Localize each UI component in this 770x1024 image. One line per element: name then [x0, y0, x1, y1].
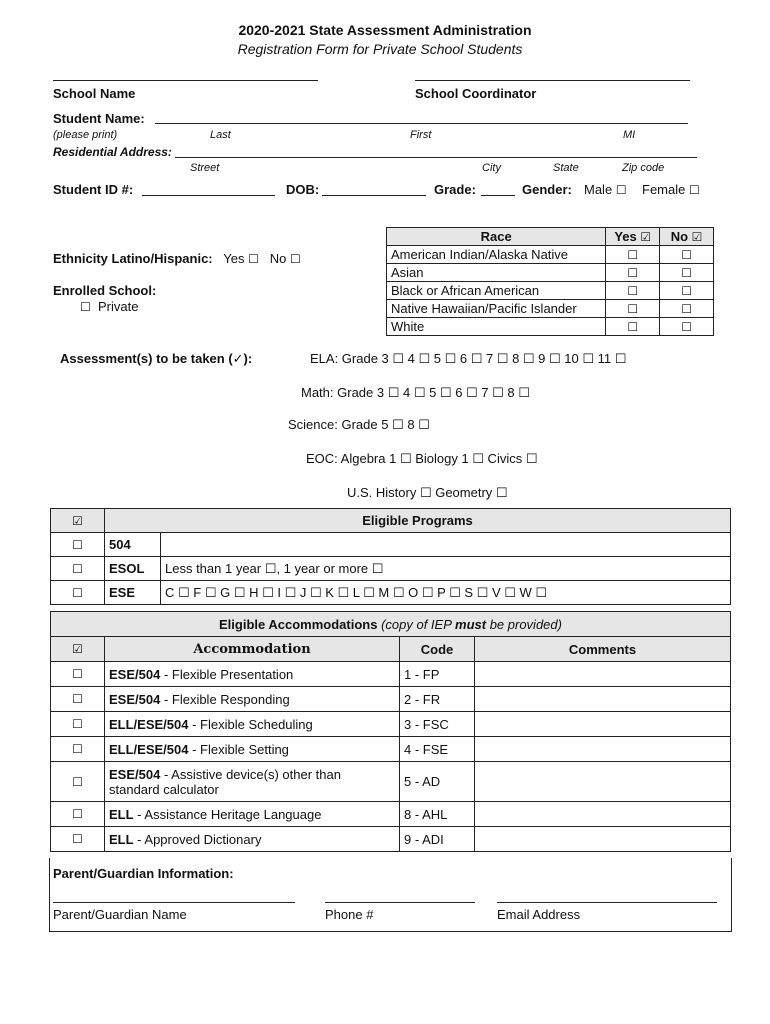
race-yes-checkbox[interactable]: ☐	[606, 264, 660, 282]
race-no-checkbox[interactable]: ☐	[660, 318, 714, 336]
enrolled-private-option[interactable]	[80, 299, 138, 314]
programs-check-header: ☑	[51, 509, 105, 533]
gender-label: Gender:	[522, 182, 572, 197]
accommodation-checkbox[interactable]: ☐	[51, 662, 105, 687]
school-coordinator-line[interactable]	[415, 80, 690, 81]
female-checkbox[interactable]: ☐	[688, 183, 700, 197]
race-no-checkbox[interactable]: ☐	[660, 246, 714, 264]
guardian-title: Parent/Guardian Information:	[53, 866, 234, 881]
dob-line[interactable]	[322, 195, 426, 196]
ethnicity-yes-label: Yes	[223, 251, 245, 266]
school-name-label: School Name	[53, 86, 136, 101]
program-checkbox[interactable]: ☐	[51, 533, 105, 557]
program-row	[51, 533, 731, 557]
comments-cell[interactable]	[475, 827, 731, 852]
city-label: City	[482, 162, 501, 174]
form-subtitle: Registration Form for Private School Students	[237, 41, 523, 57]
address-line[interactable]	[175, 157, 697, 158]
race-yes-checkbox[interactable]: ☐	[606, 300, 660, 318]
private-checkbox[interactable]: ☐	[80, 300, 91, 314]
accommodation-checkbox[interactable]: ☐	[51, 827, 105, 852]
race-row: American Indian/Alaska Native ☐ ☐	[387, 246, 714, 264]
dob-label: DOB:	[286, 182, 320, 197]
last-label: Last	[210, 129, 231, 141]
accommodation-row: ☐ ELL/ESE/504 - Flexible Setting 4 - FSE	[51, 737, 731, 762]
program-name: ESE	[105, 581, 161, 605]
eoc-options-2[interactable]: U.S. History ☐ Geometry ☐	[347, 485, 508, 500]
accommodation-row: ☐ ESE/504 - Flexible Presentation 1 - FP	[51, 662, 731, 687]
race-no-checkbox[interactable]: ☐	[660, 282, 714, 300]
residential-address-label: Residential Address:	[53, 145, 172, 159]
guardian-phone-label: Phone #	[325, 907, 374, 922]
student-name-line[interactable]	[155, 123, 688, 124]
eoc-options[interactable]: EOC: Algebra 1 ☐ Biology 1 ☐ Civics ☐	[306, 451, 538, 466]
race-header: Race	[387, 228, 606, 246]
accommodation-row: ☐ ELL/ESE/504 - Flexible Scheduling 3 - FSC	[51, 712, 731, 737]
guardian-name-line[interactable]	[53, 902, 295, 903]
zip-label: Zip code	[622, 162, 665, 174]
accommodation-checkbox[interactable]: ☐	[51, 762, 105, 802]
science-grades[interactable]: Science: Grade 5 ☐ 8 ☐	[288, 417, 430, 432]
accommodations-table	[50, 611, 731, 852]
comments-cell[interactable]	[475, 662, 731, 687]
grade-label: Grade:	[434, 182, 476, 197]
comments-cell[interactable]	[475, 762, 731, 802]
grade-line[interactable]	[481, 195, 515, 196]
accommodation-col-header: Accommodation	[105, 637, 400, 662]
first-label: First	[410, 129, 432, 141]
program-checkbox[interactable]: ☐	[51, 557, 105, 581]
accommodation-checkbox[interactable]: ☐	[51, 802, 105, 827]
race-table	[386, 227, 714, 336]
male-label: Male	[584, 182, 613, 197]
guardian-email-label: Email Address	[497, 907, 581, 922]
race-yes-header: Yes ☑	[606, 228, 660, 246]
race-no-checkbox[interactable]: ☐	[660, 264, 714, 282]
accommodations-title: Eligible Accommodations (copy of IEP must be provided)	[51, 612, 731, 637]
ethnicity-label: Ethnicity Latino/Hispanic:	[53, 251, 213, 266]
please-print-label: (please print)	[53, 129, 118, 141]
program-checkbox[interactable]: ☐	[51, 581, 105, 605]
accommodation-checkbox[interactable]: ☐	[51, 737, 105, 762]
assessments-label: Assessment(s) to be taken (✓):	[60, 351, 253, 366]
comments-cell[interactable]	[475, 737, 731, 762]
accommodation-checkbox[interactable]: ☐	[51, 687, 105, 712]
race-yes-checkbox[interactable]: ☐	[606, 318, 660, 336]
street-label: Street	[190, 162, 220, 174]
school-name-line[interactable]	[53, 80, 318, 81]
accommodation-checkbox[interactable]: ☐	[51, 712, 105, 737]
male-checkbox[interactable]: ☐	[615, 183, 627, 197]
program-detail	[161, 533, 731, 557]
gender-female-option[interactable]	[642, 182, 700, 197]
race-no-header: No ☑	[660, 228, 714, 246]
program-row	[51, 581, 731, 605]
gender-male-option[interactable]	[584, 182, 627, 197]
student-id-label: Student ID #:	[53, 182, 134, 197]
accommodation-row: ☐ ESE/504 - Flexible Responding 2 - FR	[51, 687, 731, 712]
program-name: 504	[105, 533, 161, 557]
guardian-phone-line[interactable]	[325, 902, 475, 903]
ethnicity-row	[53, 251, 301, 266]
race-yes-checkbox[interactable]: ☐	[606, 246, 660, 264]
ethnicity-no-checkbox[interactable]: ☐	[289, 252, 301, 266]
school-coordinator-label: School Coordinator	[415, 86, 537, 101]
programs-header: Eligible Programs	[105, 509, 731, 533]
race-row: Black or African American ☐ ☐	[387, 282, 714, 300]
accommodation-row: ☐ ELL - Approved Dictionary 9 - ADI	[51, 827, 731, 852]
state-label: State	[553, 162, 579, 174]
race-yes-checkbox[interactable]: ☐	[606, 282, 660, 300]
accommodations-check-header: ☑	[51, 637, 105, 662]
race-row: Asian ☐ ☐	[387, 264, 714, 282]
ela-grades[interactable]: ELA: Grade 3 ☐ 4 ☐ 5 ☐ 6 ☐ 7 ☐ 8 ☐ 9 ☐ 10 ☐ 11 ☐	[310, 351, 627, 366]
mi-label: MI	[623, 129, 636, 141]
comments-cell[interactable]	[475, 802, 731, 827]
program-name: ESOL	[105, 557, 161, 581]
ethnicity-yes-checkbox[interactable]: ☐	[248, 252, 259, 266]
accommodation-row: ☐ ELL - Assistance Heritage Language 8 - AHL	[51, 802, 731, 827]
program-detail[interactable]: Less than 1 year ☐, 1 year or more ☐	[161, 557, 731, 581]
programs-table	[50, 508, 731, 605]
comments-cell[interactable]	[475, 687, 731, 712]
race-no-checkbox[interactable]: ☐	[660, 300, 714, 318]
math-grades[interactable]: Math: Grade 3 ☐ 4 ☐ 5 ☐ 6 ☐ 7 ☐ 8 ☐	[301, 385, 530, 400]
private-label: Private	[98, 299, 139, 314]
form-title: 2020-2021 State Assessment Administration	[238, 22, 532, 38]
comments-col-header: Comments	[475, 637, 731, 662]
student-name-label: Student Name:	[53, 111, 145, 126]
program-detail[interactable]: C ☐ F ☐ G ☐ H ☐ I ☐ J ☐ K ☐ L ☐ M ☐ O ☐ P ☐ S ☐ V ☐ W ☐	[161, 581, 731, 605]
accommodation-row: ☐ ESE/504 - Assistive device(s) other than standard calculator 5 - AD	[51, 762, 731, 802]
race-row: White ☐ ☐	[387, 318, 714, 336]
program-row	[51, 557, 731, 581]
code-col-header: Code	[400, 637, 475, 662]
guardian-name-label: Parent/Guardian Name	[53, 907, 187, 922]
female-label: Female	[642, 182, 686, 197]
guardian-email-line[interactable]	[497, 902, 717, 903]
student-id-line[interactable]	[142, 195, 275, 196]
race-row: Native Hawaiian/Pacific Islander ☐ ☐	[387, 300, 714, 318]
ethnicity-no-label: No	[269, 251, 287, 266]
enrolled-school-label: Enrolled School:	[53, 283, 157, 298]
comments-cell[interactable]	[475, 712, 731, 737]
